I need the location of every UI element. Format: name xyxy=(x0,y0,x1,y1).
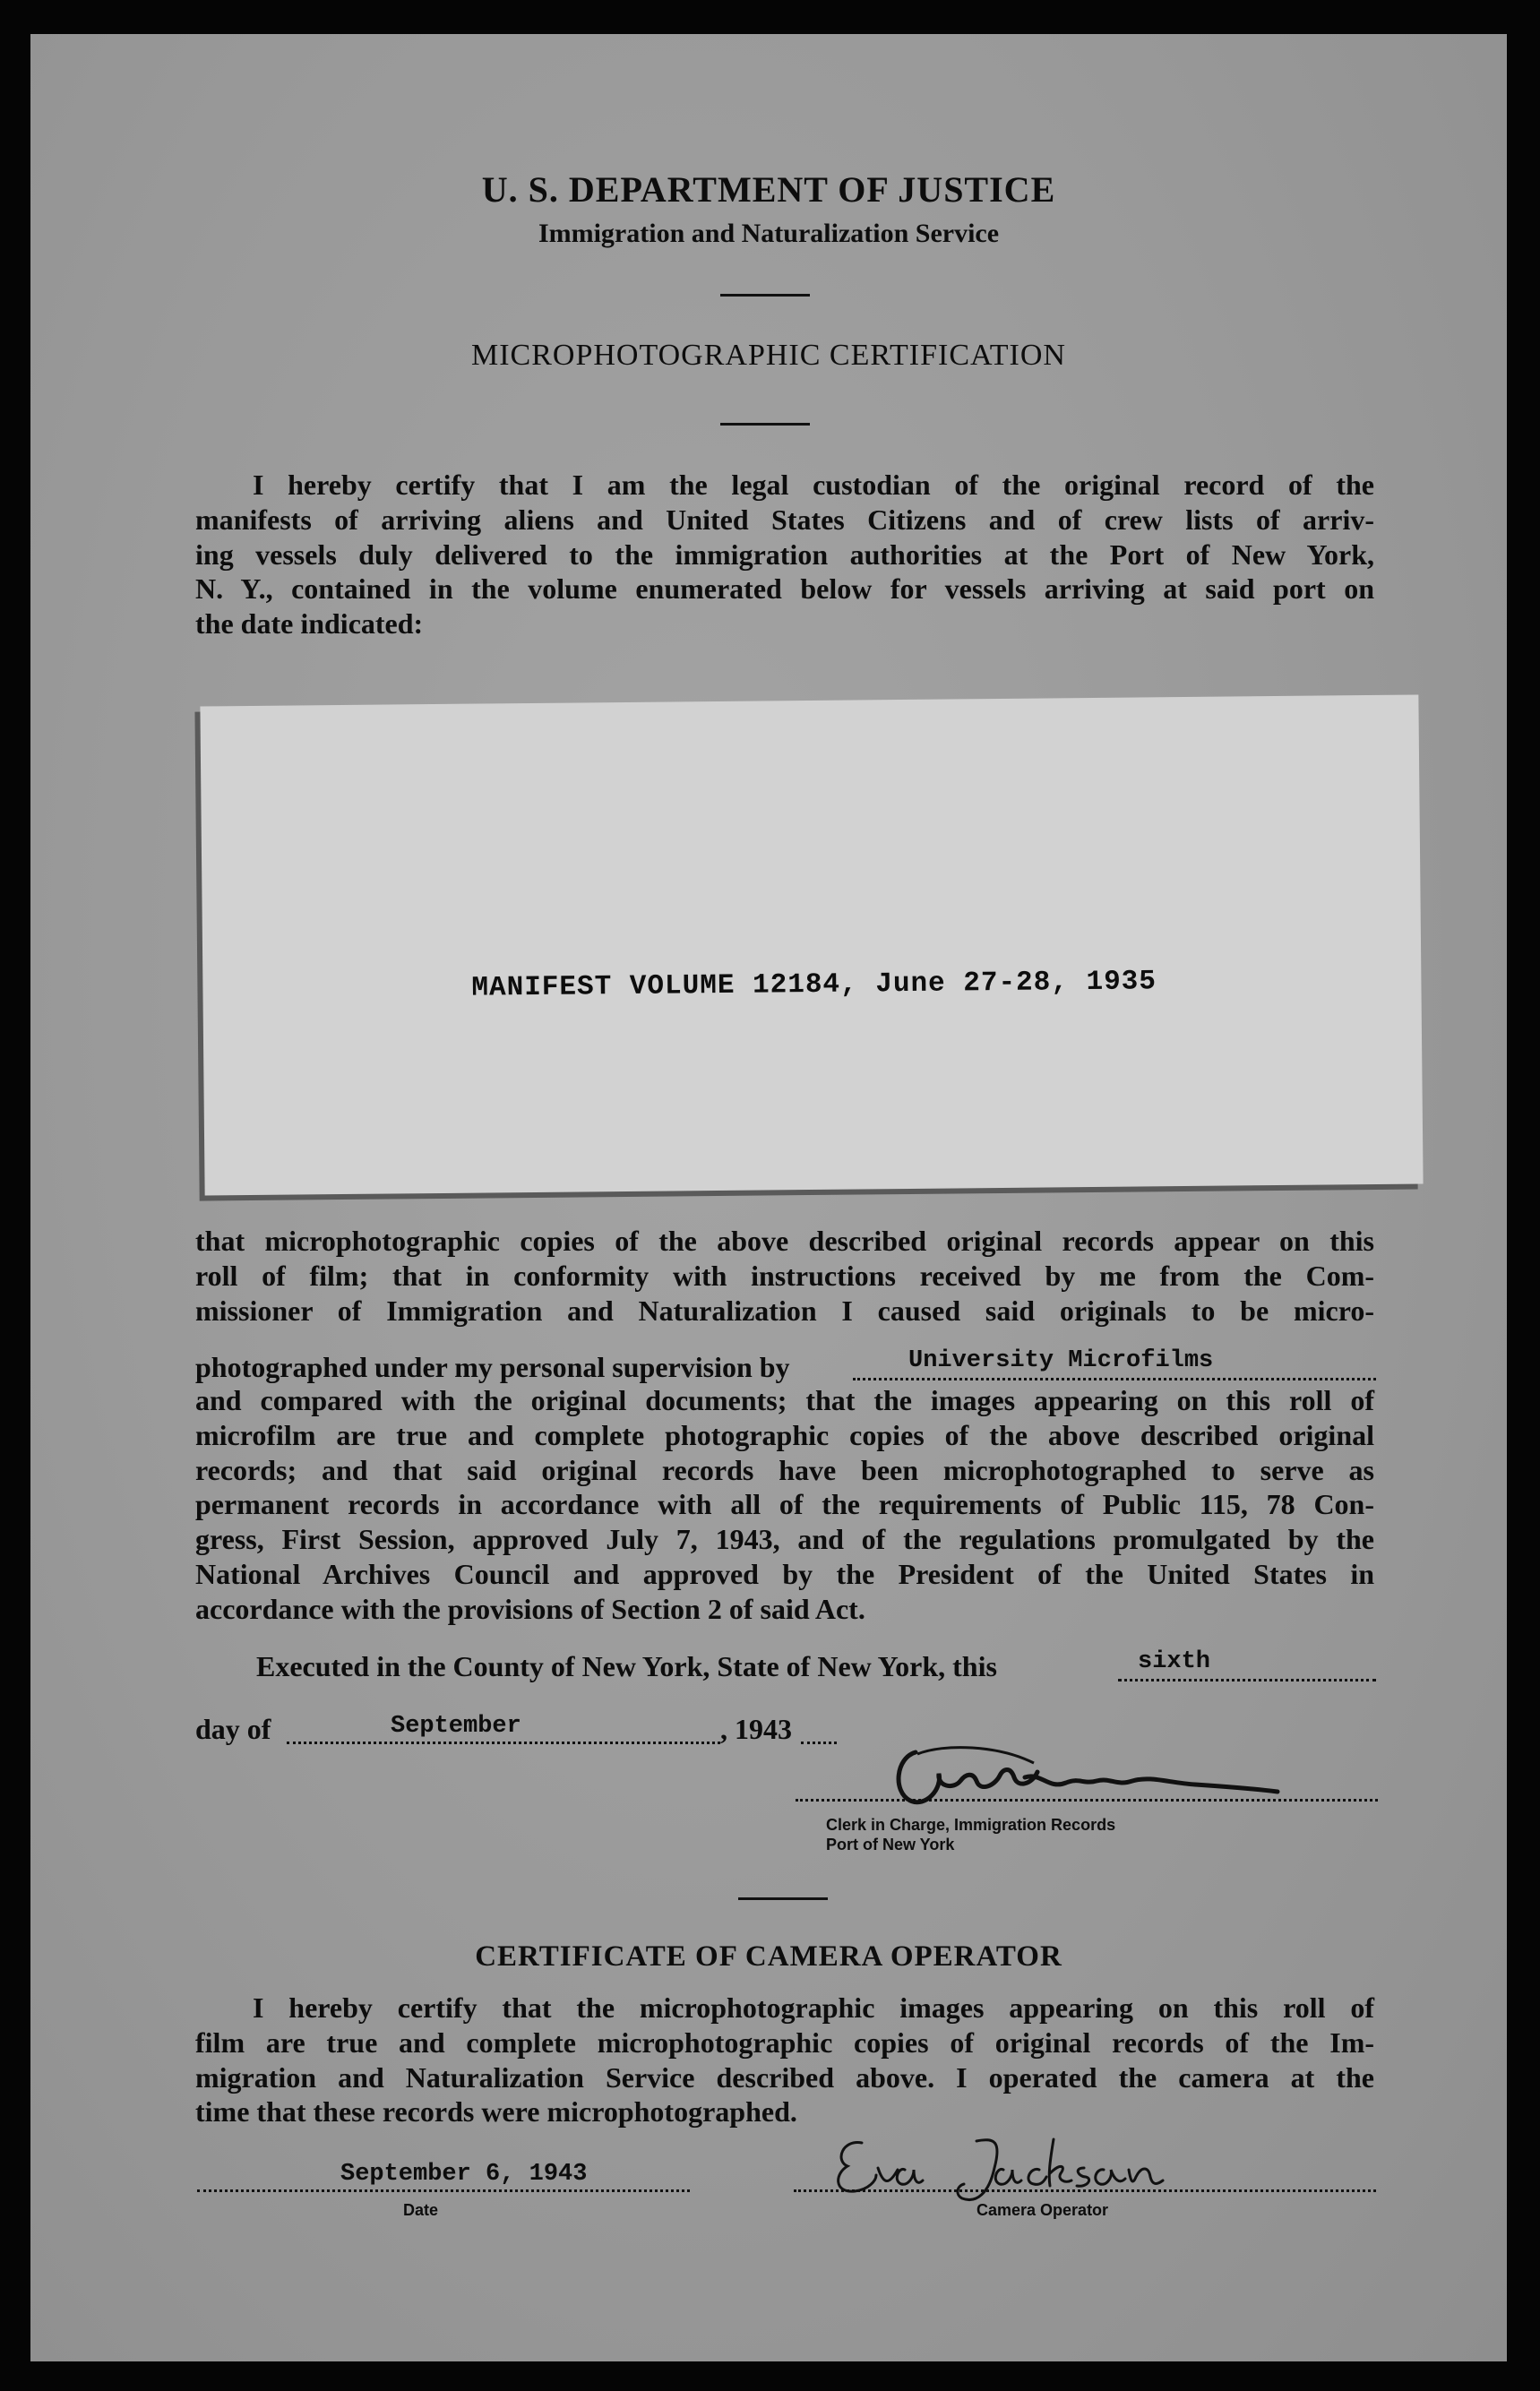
clerk-signature xyxy=(890,1736,1285,1817)
divider xyxy=(720,423,810,426)
clerk-title xyxy=(826,1815,1115,1854)
body-line: roll of film; that in conformity with instructions received by me from the Com- xyxy=(195,1259,1374,1292)
divider xyxy=(738,1897,828,1900)
camera-operator-label: Camera Operator xyxy=(976,2201,1109,2219)
intro-line: the date indicated: xyxy=(195,607,424,641)
camera-line: migration and Naturalization Service described above. I operated the camera at the xyxy=(195,2060,1374,2094)
date-label: Date xyxy=(403,2201,439,2219)
date-dotted-line xyxy=(197,2189,690,2192)
service-subheading: Immigration and Naturalization Service xyxy=(538,219,1000,248)
clerk-location-text: Port of New York xyxy=(826,1836,955,1853)
camera-certificate-paragraph xyxy=(195,1991,1374,2129)
intro-paragraph xyxy=(195,468,1374,641)
body-line: permanent records in accordance with all of the requirements of Public 115, 78 Con- xyxy=(195,1488,1374,1521)
body-line: missioner of Immigration and Naturalization I caused said originals to be micro- xyxy=(195,1294,1374,1327)
certificate-sheet xyxy=(30,34,1507,2361)
camera-date-value: September 6, 1943 xyxy=(340,2161,588,2188)
body-paragraph-continued xyxy=(195,1383,1374,1627)
month-dotted-line xyxy=(287,1742,720,1744)
department-heading: U. S. DEPARTMENT OF JUSTICE xyxy=(481,169,1056,210)
body-line: that microphotographic copies of the above described original records appear on this xyxy=(195,1225,1374,1257)
camera-line: film are true and complete microphotographic copies of original records of the Im- xyxy=(195,2025,1374,2059)
year-dotted-line xyxy=(801,1742,837,1744)
divider xyxy=(720,294,810,297)
intro-line: N. Y., contained in the volume enumerated below for vessels arriving at said port on xyxy=(195,572,1374,606)
execution-year: , 1943 xyxy=(720,1713,792,1745)
intro-line: ing vessels duly delivered to the immigration authorities at the Port of New York, xyxy=(195,538,1374,571)
body-line: microfilm are true and complete photographic copies of the above described original xyxy=(195,1418,1374,1451)
body-line: gress, First Session, approved July 7, 1943, and of the regulations promulgated by the xyxy=(195,1523,1374,1556)
body-paragraph xyxy=(195,1224,1374,1328)
execution-day: sixth xyxy=(1138,1648,1211,1675)
supervision-dotted-line xyxy=(853,1378,1376,1380)
execution-day-dotted-line xyxy=(1118,1679,1376,1681)
manifest-volume-text: MANIFEST VOLUME 12184, June 27-28, 1935 xyxy=(471,966,1157,1004)
clerk-title-text: Clerk in Charge, Immigration Records xyxy=(826,1816,1116,1834)
body-line: National Archives Council and approved by the President of the United States in xyxy=(195,1557,1374,1590)
camera-line: I hereby certify that the microphotographic images appearing on this roll of xyxy=(253,1991,1374,2024)
execution-month: September xyxy=(391,1713,521,1740)
camera-line: time that these records were microphotographed. xyxy=(195,2095,797,2129)
intro-line: manifests of arriving aliens and United States Citizens and of crew lists of arriv- xyxy=(195,503,1374,536)
body-line: and compared with the original documents; that the images appearing on this roll of xyxy=(195,1384,1374,1416)
intro-line: I hereby certify that I am the legal custodian of the original record of the xyxy=(253,469,1374,501)
operator-signature xyxy=(819,2121,1231,2211)
execution-prefix: Executed in the County of New York, State of New York, this xyxy=(256,1650,997,1682)
camera-certificate-title: CERTIFICATE OF CAMERA OPERATOR xyxy=(475,1940,1063,1973)
supervisor-name: University Microfilms xyxy=(908,1347,1214,1374)
supervision-prefix: photographed under my personal supervision by xyxy=(195,1351,790,1383)
record-card xyxy=(200,694,1423,1195)
body-line: records; and that said original records have been microphotographed to serve as xyxy=(195,1453,1374,1486)
certification-title: MICROPHOTOGRAPHIC CERTIFICATION xyxy=(470,339,1066,372)
day-of-label: day of xyxy=(195,1713,271,1745)
body-line: accordance with the provisions of Section 2 of said Act. xyxy=(195,1592,865,1625)
